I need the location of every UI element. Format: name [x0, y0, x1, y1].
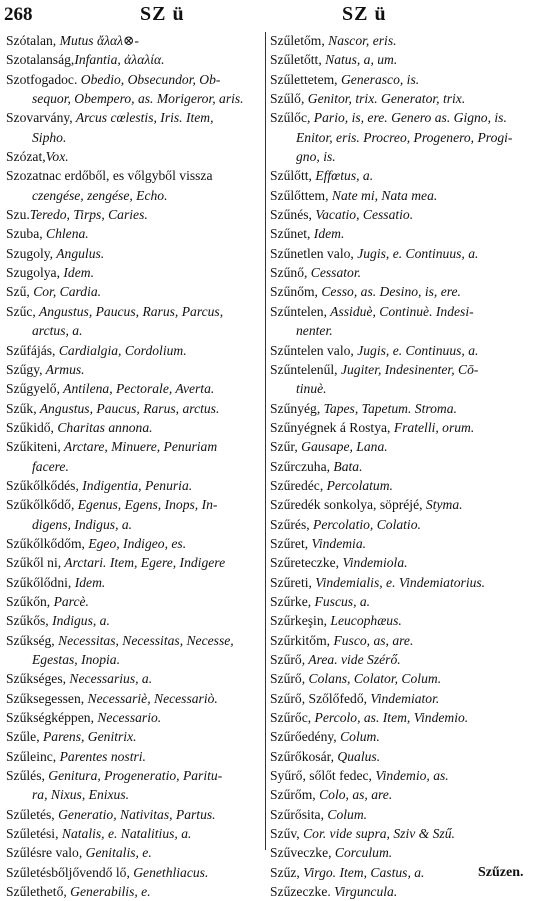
entry-continuation: arctus, a.: [32, 323, 83, 339]
entry-headword: Szűlőc,: [270, 110, 311, 126]
dictionary-entry: [6, 341, 261, 360]
dictionary-entry: [6, 573, 261, 592]
entry-gloss: Area. vide Szérő.: [305, 652, 401, 667]
entry-continuation: Sipho.: [32, 129, 67, 145]
entry-headword: Szugolya,: [6, 265, 60, 281]
entry-headword: Szűntelenűl,: [270, 361, 338, 377]
entry-gloss: Genitor, trix. Generator, trix.: [304, 91, 466, 107]
entry-headword: Szu.: [6, 207, 30, 223]
entry-gloss: Genitalis, e.: [82, 845, 152, 861]
entry-gloss: Egenus, Egens, Inops, In-: [74, 497, 218, 513]
dictionary-entry: [270, 418, 538, 437]
entry-gloss: Arcus cœlestis, Iris. Item,: [72, 110, 214, 126]
entry-gloss: Nascor, eris.: [324, 33, 397, 48]
entry-gloss: Angustus, Paucus, Rarus, Parcus,: [35, 303, 224, 319]
entry-gloss: Colo, as, are.: [315, 787, 393, 803]
entry-headword: Szűreti,: [270, 574, 312, 590]
entry-headword: Szűkőlkődés,: [6, 477, 79, 493]
dictionary-entry: [6, 553, 261, 572]
entry-gloss: Necessitas, Necessitas, Necesse,: [54, 632, 234, 648]
dictionary-entry: [270, 282, 538, 301]
page-number: 268: [4, 4, 33, 25]
entry-headword: Szűgy,: [6, 361, 43, 377]
entry-headword: Szugoly,: [6, 245, 54, 261]
entry-headword: Szűkségképpen,: [6, 710, 94, 726]
entry-continuation: sequor, Obempero, as. Morigeror, aris.: [32, 91, 244, 107]
dictionary-entry: [270, 341, 538, 360]
entry-headword: Szűk,: [6, 400, 37, 416]
entry-gloss: Idem.: [310, 226, 345, 242]
entry-headword: Szűntelen,: [270, 303, 328, 319]
entry-headword: Szűreteczke,: [270, 555, 340, 571]
entry-headword: Szűrőedény,: [270, 729, 337, 745]
entry-gloss: Vindemiola.: [339, 555, 408, 571]
entry-headword: Szűlésre valo,: [6, 845, 83, 861]
entry-headword: Szovarvány,: [6, 110, 73, 126]
entry-headword: Szűnetlen valo,: [270, 245, 354, 261]
entry-headword: Szűr,: [270, 439, 298, 455]
dictionary-entry: [270, 669, 538, 688]
entry-gloss: Arctare, Minuere, Penuriam: [60, 439, 218, 455]
dictionary-entry: [270, 244, 538, 263]
entry-gloss: Qualus.: [334, 748, 381, 764]
dictionary-entry: [6, 360, 261, 379]
entry-gloss: Gausape, Lana.: [297, 439, 388, 455]
dictionary-entry: [6, 882, 261, 901]
entry-gloss: Antilena, Pectorale, Averta.: [60, 381, 215, 397]
entry-headword: Szűkidő,: [6, 419, 54, 435]
entry-gloss: Effœtus, a.: [311, 168, 374, 184]
entry-gloss: Vacatio, Cessatio.: [311, 207, 414, 223]
dictionary-entry: [270, 166, 538, 185]
entry-gloss: Bata.: [330, 458, 363, 474]
entry-continuation: digens, Indigus, a.: [32, 516, 133, 532]
dictionary-entry: [6, 166, 261, 205]
entry-headword: Szűredéc,: [270, 477, 324, 493]
dictionary-entry: [6, 147, 261, 166]
entry-headword: Szűntelen valo,: [270, 342, 354, 358]
dictionary-entry: [270, 70, 538, 89]
dictionary-entry: [6, 399, 261, 418]
entry-gloss: Pario, is, ere. Genero as. Gigno, is.: [310, 110, 507, 126]
entry-headword: Szűletőtt,: [270, 52, 322, 68]
dictionary-entry: [6, 476, 261, 495]
dictionary-entry: [270, 708, 538, 727]
entry-gloss: Fratelli, orum.: [390, 419, 475, 435]
entry-headword: Szűletésbőljővendő lő,: [6, 864, 130, 880]
dictionary-entry: [270, 457, 538, 476]
dictionary-entry: [6, 108, 261, 147]
dictionary-entry: [270, 843, 538, 862]
dictionary-entry: [270, 650, 538, 669]
dictionary-entry: [6, 282, 261, 301]
dictionary-entry: [270, 50, 538, 69]
entry-headword: Szűredék sonkolya, söpréjé,: [270, 497, 423, 513]
right-column: [270, 31, 538, 901]
entry-continuation: Enitor, eris. Procreo, Progenero, Progi-: [296, 129, 513, 145]
entry-gloss: Jugiter, Indesinenter, Cō-: [337, 361, 479, 377]
dictionary-entry: [270, 689, 538, 708]
entry-gloss: Vox.: [45, 149, 69, 165]
entry-headword: Szűret,: [270, 535, 309, 551]
entry-headword: Szűv,: [270, 826, 300, 842]
dictionary-entry: [270, 611, 538, 630]
entry-gloss: Natalis, e. Natalitius, a.: [58, 826, 192, 842]
entry-headword: Szotalanság,: [6, 52, 75, 68]
entry-headword: Szűlethető,: [6, 884, 67, 900]
dictionary-entry: [270, 476, 538, 495]
entry-gloss: Charitas annona.: [53, 419, 153, 435]
dictionary-entry: [270, 108, 538, 147]
entry-gloss: Percolo, as. Item, Vindemio.: [311, 710, 469, 726]
entry-gloss: Colum.: [336, 729, 380, 745]
entry-headword: Szűrczuha,: [270, 458, 331, 474]
dictionary-entry: [270, 727, 538, 746]
entry-continuation: czengése, zengése, Echo.: [32, 187, 168, 203]
entry-gloss: Parentes nostri.: [56, 748, 146, 764]
entry-continuation: Egestas, Inopia.: [32, 652, 120, 667]
dictionary-entry: [270, 785, 538, 804]
entry-headword: Szűrke,: [270, 593, 312, 609]
dictionary-entry: [6, 747, 261, 766]
entry-headword: Szűrősita,: [270, 806, 324, 822]
entry-gloss: Angulus.: [53, 245, 105, 261]
entry-headword: Szuba,: [6, 226, 43, 242]
dictionary-entry: [270, 534, 538, 553]
entry-headword: Szűlőtt,: [270, 168, 312, 184]
column-divider: [265, 32, 266, 850]
dictionary-entry: [6, 631, 261, 670]
entry-headword: Szűkől ni,: [6, 555, 62, 571]
entry-headword: Szűnőm,: [270, 284, 318, 300]
entry-gloss: Tapes, Tapetum. Stroma.: [320, 400, 457, 416]
entry-headword: Szűnő,: [270, 265, 308, 281]
entry-gloss: gno, is.: [296, 149, 336, 165]
running-head-right: SZ ü: [342, 3, 387, 25]
entry-headword: Syűrő, sőlőt fedec,: [270, 768, 372, 784]
entry-headword: Szűrő,: [270, 671, 306, 687]
entry-gloss: Corculum.: [331, 845, 393, 861]
dictionary-entry: [6, 31, 261, 50]
entry-gloss: Colum.: [324, 806, 368, 822]
entry-headword: Szűkős,: [6, 613, 49, 629]
entry-headword: Szűle,: [6, 729, 40, 745]
entry-gloss: Teredo, Tirps, Caries.: [29, 207, 148, 223]
entry-headword: Szűrő, Szőlőfedő,: [270, 690, 368, 706]
entry-headword: Szű,: [6, 284, 30, 300]
dictionary-entry: [6, 534, 261, 553]
entry-headword: Szűletés,: [6, 806, 55, 822]
dictionary-entry: [270, 147, 538, 166]
entry-headword: Szűzeczke.: [270, 884, 331, 900]
entry-gloss: Virguncula.: [330, 884, 398, 900]
entry-headword: Szűnyég,: [270, 400, 321, 416]
dictionary-entry: [6, 708, 261, 727]
dictionary-entry: [6, 70, 261, 109]
dictionary-entry: [270, 515, 538, 534]
entry-gloss: Necessarius, a.: [66, 671, 153, 687]
entry-gloss: Vindemio, as.: [371, 768, 449, 784]
entry-gloss: Angustus, Paucus, Rarus, arctus.: [36, 400, 220, 416]
entry-headword: Szűkséges,: [6, 671, 67, 687]
dictionary-entry: [6, 669, 261, 688]
entry-headword: Szótalan,: [6, 33, 57, 48]
entry-gloss: Infantia, ἀλαλία.: [74, 52, 165, 68]
entry-continuation: ra, Nixus, Enixus.: [32, 787, 130, 803]
dictionary-entry: [270, 766, 538, 785]
entry-headword: Szűletőm,: [270, 33, 325, 48]
entry-headword: Szozatnac erdőből, es vőlgyből vissza: [6, 168, 213, 184]
entry-gloss: Cor, Cardia.: [29, 284, 102, 300]
dictionary-entry: [270, 263, 538, 282]
dictionary-entry: [6, 379, 261, 398]
dictionary-entry: [270, 747, 538, 766]
entry-headword: Szűkiteni,: [6, 439, 61, 455]
entry-gloss: Assiduè, Continuè. Indesi-: [327, 303, 474, 319]
entry-gloss: Jugis, e. Continuus, a.: [353, 342, 479, 358]
entry-headword: Szűrkitőm,: [270, 632, 331, 648]
entry-headword: Szűkőlkődőm,: [6, 535, 85, 551]
dictionary-entry: [6, 689, 261, 708]
entry-gloss: Genitura, Progeneratio, Paritu-: [44, 768, 223, 784]
dictionary-entry: [270, 805, 538, 824]
entry-gloss: Virgo. Item, Castus, a.: [299, 864, 425, 880]
entry-gloss: Styma.: [422, 497, 463, 513]
entry-gloss: Idem.: [71, 574, 106, 590]
entry-gloss: Generasco, is.: [337, 71, 420, 87]
dictionary-entry: [6, 824, 261, 843]
entry-headword: Szűnyégnek á Rostya,: [270, 419, 391, 435]
dictionary-entry: [270, 824, 538, 843]
entry-gloss: Percolatum.: [323, 477, 393, 493]
entry-headword: Szűrkeşin,: [270, 613, 328, 629]
entry-headword: Szűletési,: [6, 826, 59, 842]
entry-gloss: Vindemialis, e. Vindemiatorius.: [311, 574, 486, 590]
dictionary-entry: [6, 205, 261, 224]
dictionary-entry: [6, 302, 261, 341]
entry-headword: Szűnés,: [270, 207, 312, 223]
entry-continuation: facere.: [32, 458, 69, 474]
dictionary-entry: [6, 805, 261, 824]
entry-headword: Szűveczke,: [270, 845, 332, 861]
entry-gloss: Nate mi, Nata mea.: [328, 187, 438, 203]
dictionary-entry: [270, 360, 538, 399]
entry-gloss: Colans, Colator, Colum.: [305, 671, 442, 687]
dictionary-entry: [6, 592, 261, 611]
entry-headword: Szűgyelő,: [6, 381, 60, 397]
entry-gloss: Parcè.: [50, 593, 89, 609]
dictionary-entry: [270, 224, 538, 243]
entry-headword: Szűlő,: [270, 91, 305, 107]
entry-headword: Szűrés,: [270, 516, 310, 532]
entry-gloss: Cesso, as. Desino, is, ere.: [317, 284, 461, 300]
entry-gloss: Leucophæus.: [327, 613, 402, 629]
entry-headword: Szűz,: [270, 864, 300, 880]
entry-headword: Szűrőc,: [270, 710, 312, 726]
entry-headword: Szűlés,: [6, 768, 45, 784]
dictionary-entry: [6, 437, 261, 476]
dictionary-entry: [270, 592, 538, 611]
entry-gloss: Indigentia, Penuria.: [78, 477, 193, 493]
entry-headword: Szűkőn,: [6, 593, 51, 609]
dictionary-entry: [270, 302, 538, 341]
dictionary-entry: [6, 843, 261, 862]
entry-gloss: Indigus, a.: [48, 613, 110, 629]
entry-continuation: tinuè.: [296, 381, 327, 397]
entry-gloss: Necessariè, Necessariò.: [84, 690, 218, 706]
entry-continuation: nenter.: [296, 323, 333, 339]
entry-gloss: Egeo, Indigeo, es.: [84, 535, 187, 551]
entry-gloss: Percolatio, Colatio.: [309, 516, 421, 532]
entry-headword: Szűnet,: [270, 226, 311, 242]
entry-gloss: Chlena.: [42, 226, 89, 242]
entry-gloss: Fusco, as, are.: [330, 632, 414, 648]
entry-headword: Szűkőlkődő,: [6, 497, 75, 513]
entry-gloss: Vindemiator.: [367, 690, 440, 706]
dictionary-entry: [270, 186, 538, 205]
catchword: Szűzen.: [478, 865, 524, 880]
dictionary-entry: [6, 727, 261, 746]
dictionary-entry: [270, 31, 538, 50]
dictionary-entry: [270, 205, 538, 224]
dictionary-entry: [270, 495, 538, 514]
dictionary-entry: [270, 399, 538, 418]
entry-gloss: Jugis, e. Continuus, a.: [353, 245, 479, 261]
dictionary-entry: [270, 882, 538, 901]
entry-headword: Szózat,: [6, 149, 46, 165]
entry-gloss: Generabilis, e.: [66, 884, 151, 900]
entry-headword: Szűlőttem,: [270, 187, 329, 203]
entry-headword: Szűlettetem,: [270, 71, 338, 87]
dictionary-entry: [270, 573, 538, 592]
entry-headword: Szűrőkosár,: [270, 748, 335, 764]
dictionary-entry: [270, 553, 538, 572]
dictionary-entry: [270, 631, 538, 650]
entry-gloss: Arctari. Item, Egere, Indigere: [61, 555, 226, 571]
dictionary-entry: [6, 244, 261, 263]
entry-gloss: Cessator.: [307, 265, 362, 281]
entry-gloss: Armus.: [42, 361, 85, 377]
entry-gloss: Cor. vide supra, Sziv & Szű.: [299, 826, 455, 842]
entry-gloss: Idem.: [60, 265, 94, 281]
entry-gloss: Cardialgia, Cordolium.: [55, 342, 187, 358]
running-head-left: SZ ü: [140, 3, 185, 25]
entry-gloss: Necessario.: [93, 710, 162, 726]
entry-headword: Szűrő,: [270, 652, 306, 667]
entry-headword: Szűkőlődni,: [6, 574, 72, 590]
dictionary-entry: [270, 89, 538, 108]
entry-gloss: Generatio, Nativitas, Partus.: [54, 806, 216, 822]
dictionary-entry: [6, 263, 261, 282]
left-column: [6, 31, 261, 901]
entry-gloss: Mutus ἄλαλ⊗-: [56, 33, 139, 48]
dictionary-entry: [6, 224, 261, 243]
dictionary-entry: [6, 50, 261, 69]
dictionary-entry: [6, 495, 261, 534]
entry-gloss: Genethliacus.: [129, 864, 209, 880]
dictionary-entry: [6, 418, 261, 437]
dictionary-entry: [6, 766, 261, 805]
dictionary-entry: [6, 611, 261, 630]
entry-headword: Szűrőm,: [270, 787, 316, 803]
dictionary-entry: [6, 863, 261, 882]
entry-headword: Szűkség,: [6, 632, 55, 648]
entry-gloss: Vindemia.: [308, 535, 367, 551]
entry-headword: Szűc,: [6, 303, 36, 319]
entry-headword: Szotfogadoc.: [6, 71, 78, 87]
entry-gloss: Natus, a, um.: [321, 52, 398, 68]
entry-headword: Szűleinc,: [6, 748, 57, 764]
entry-gloss: Parens, Genitrix.: [39, 729, 137, 745]
entry-headword: Szűksegessen,: [6, 690, 85, 706]
entry-gloss: Obedio, Obsecundor, Ob-: [77, 71, 221, 87]
entry-gloss: Fuscus, a.: [311, 593, 371, 609]
page-header: [0, 0, 543, 30]
dictionary-entry: [270, 437, 538, 456]
entry-headword: Szűfájás,: [6, 342, 56, 358]
